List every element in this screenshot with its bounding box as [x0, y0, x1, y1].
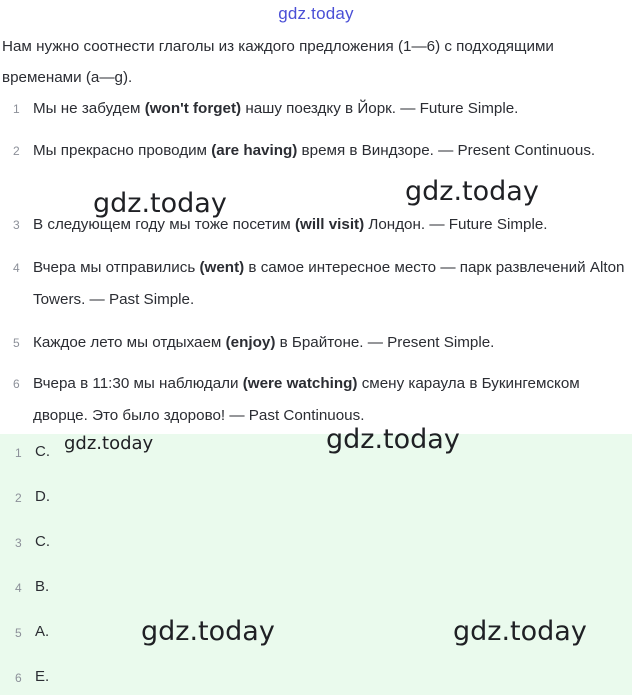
answer-number: 2 [15, 491, 22, 505]
item-number: 1 [13, 102, 20, 116]
watermark: gdz.today [326, 424, 460, 455]
item-number: 4 [13, 261, 20, 275]
item-text: В следующем году мы тоже посетим [33, 216, 295, 233]
item-text: нашу поездку в Йорк. — Future Simple. [241, 100, 519, 117]
watermark: gdz.today [64, 433, 154, 454]
item-text: смену караула в Букингемском дворце. Это было здорово! — Past Continuous. [33, 375, 580, 424]
intro-text: Нам нужно соотнести глаголы из каждого предложения (1—6) с подходящими временами (a—g). [2, 38, 554, 86]
answer-number: 4 [15, 581, 22, 595]
answer-value: D. [35, 488, 50, 505]
list-item [0, 135, 625, 167]
answer-number: 6 [15, 671, 22, 685]
answer-value: C. [35, 443, 50, 460]
list-item [0, 327, 625, 359]
site-logo[interactable]: gdz.today [278, 4, 354, 23]
item-text: Мы не забудем [33, 100, 145, 117]
item-verb: (went) [199, 259, 245, 276]
item-verb: (will visit) [294, 216, 365, 233]
item-verb: (enjoy) [225, 334, 276, 351]
answers-panel [0, 434, 632, 695]
answer-value: B. [35, 578, 50, 595]
item-text: в самое интересное место — парк развлечений Alton Towers. — Past Simple. [33, 259, 625, 308]
answer-value: A. [35, 623, 50, 640]
answer-number: 3 [15, 536, 22, 550]
answer-number: 1 [15, 446, 22, 460]
item-text: Вчера мы отправились [33, 259, 200, 276]
watermark: gdz.today [93, 188, 227, 219]
item-number: 2 [13, 144, 20, 158]
list-item [0, 368, 625, 432]
watermark: gdz.today [141, 616, 275, 647]
answer-value: C. [35, 533, 50, 550]
item-verb: (are having) [211, 142, 298, 159]
item-text: Лондон. — Future Simple. [364, 216, 548, 233]
item-text: в Брайтоне. — Present Simple. [275, 334, 495, 351]
item-verb: (were watching) [242, 375, 358, 392]
item-number: 5 [13, 336, 20, 350]
item-number: 6 [13, 377, 20, 391]
item-text: Вчера в 11:30 мы наблюдали [33, 375, 243, 392]
item-text: Каждое лето мы отдыхаем [33, 334, 226, 351]
list-item [0, 252, 625, 316]
answer-value: E. [35, 668, 50, 685]
list-item [0, 93, 625, 125]
item-verb: (won't forget) [144, 100, 242, 117]
item-number: 3 [13, 218, 20, 232]
watermark: gdz.today [405, 176, 539, 207]
item-text: Мы прекрасно проводим [33, 142, 212, 159]
item-text: время в Виндзоре. — Present Continuous. [297, 142, 596, 159]
watermark: gdz.today [453, 616, 587, 647]
answer-number: 5 [15, 626, 22, 640]
